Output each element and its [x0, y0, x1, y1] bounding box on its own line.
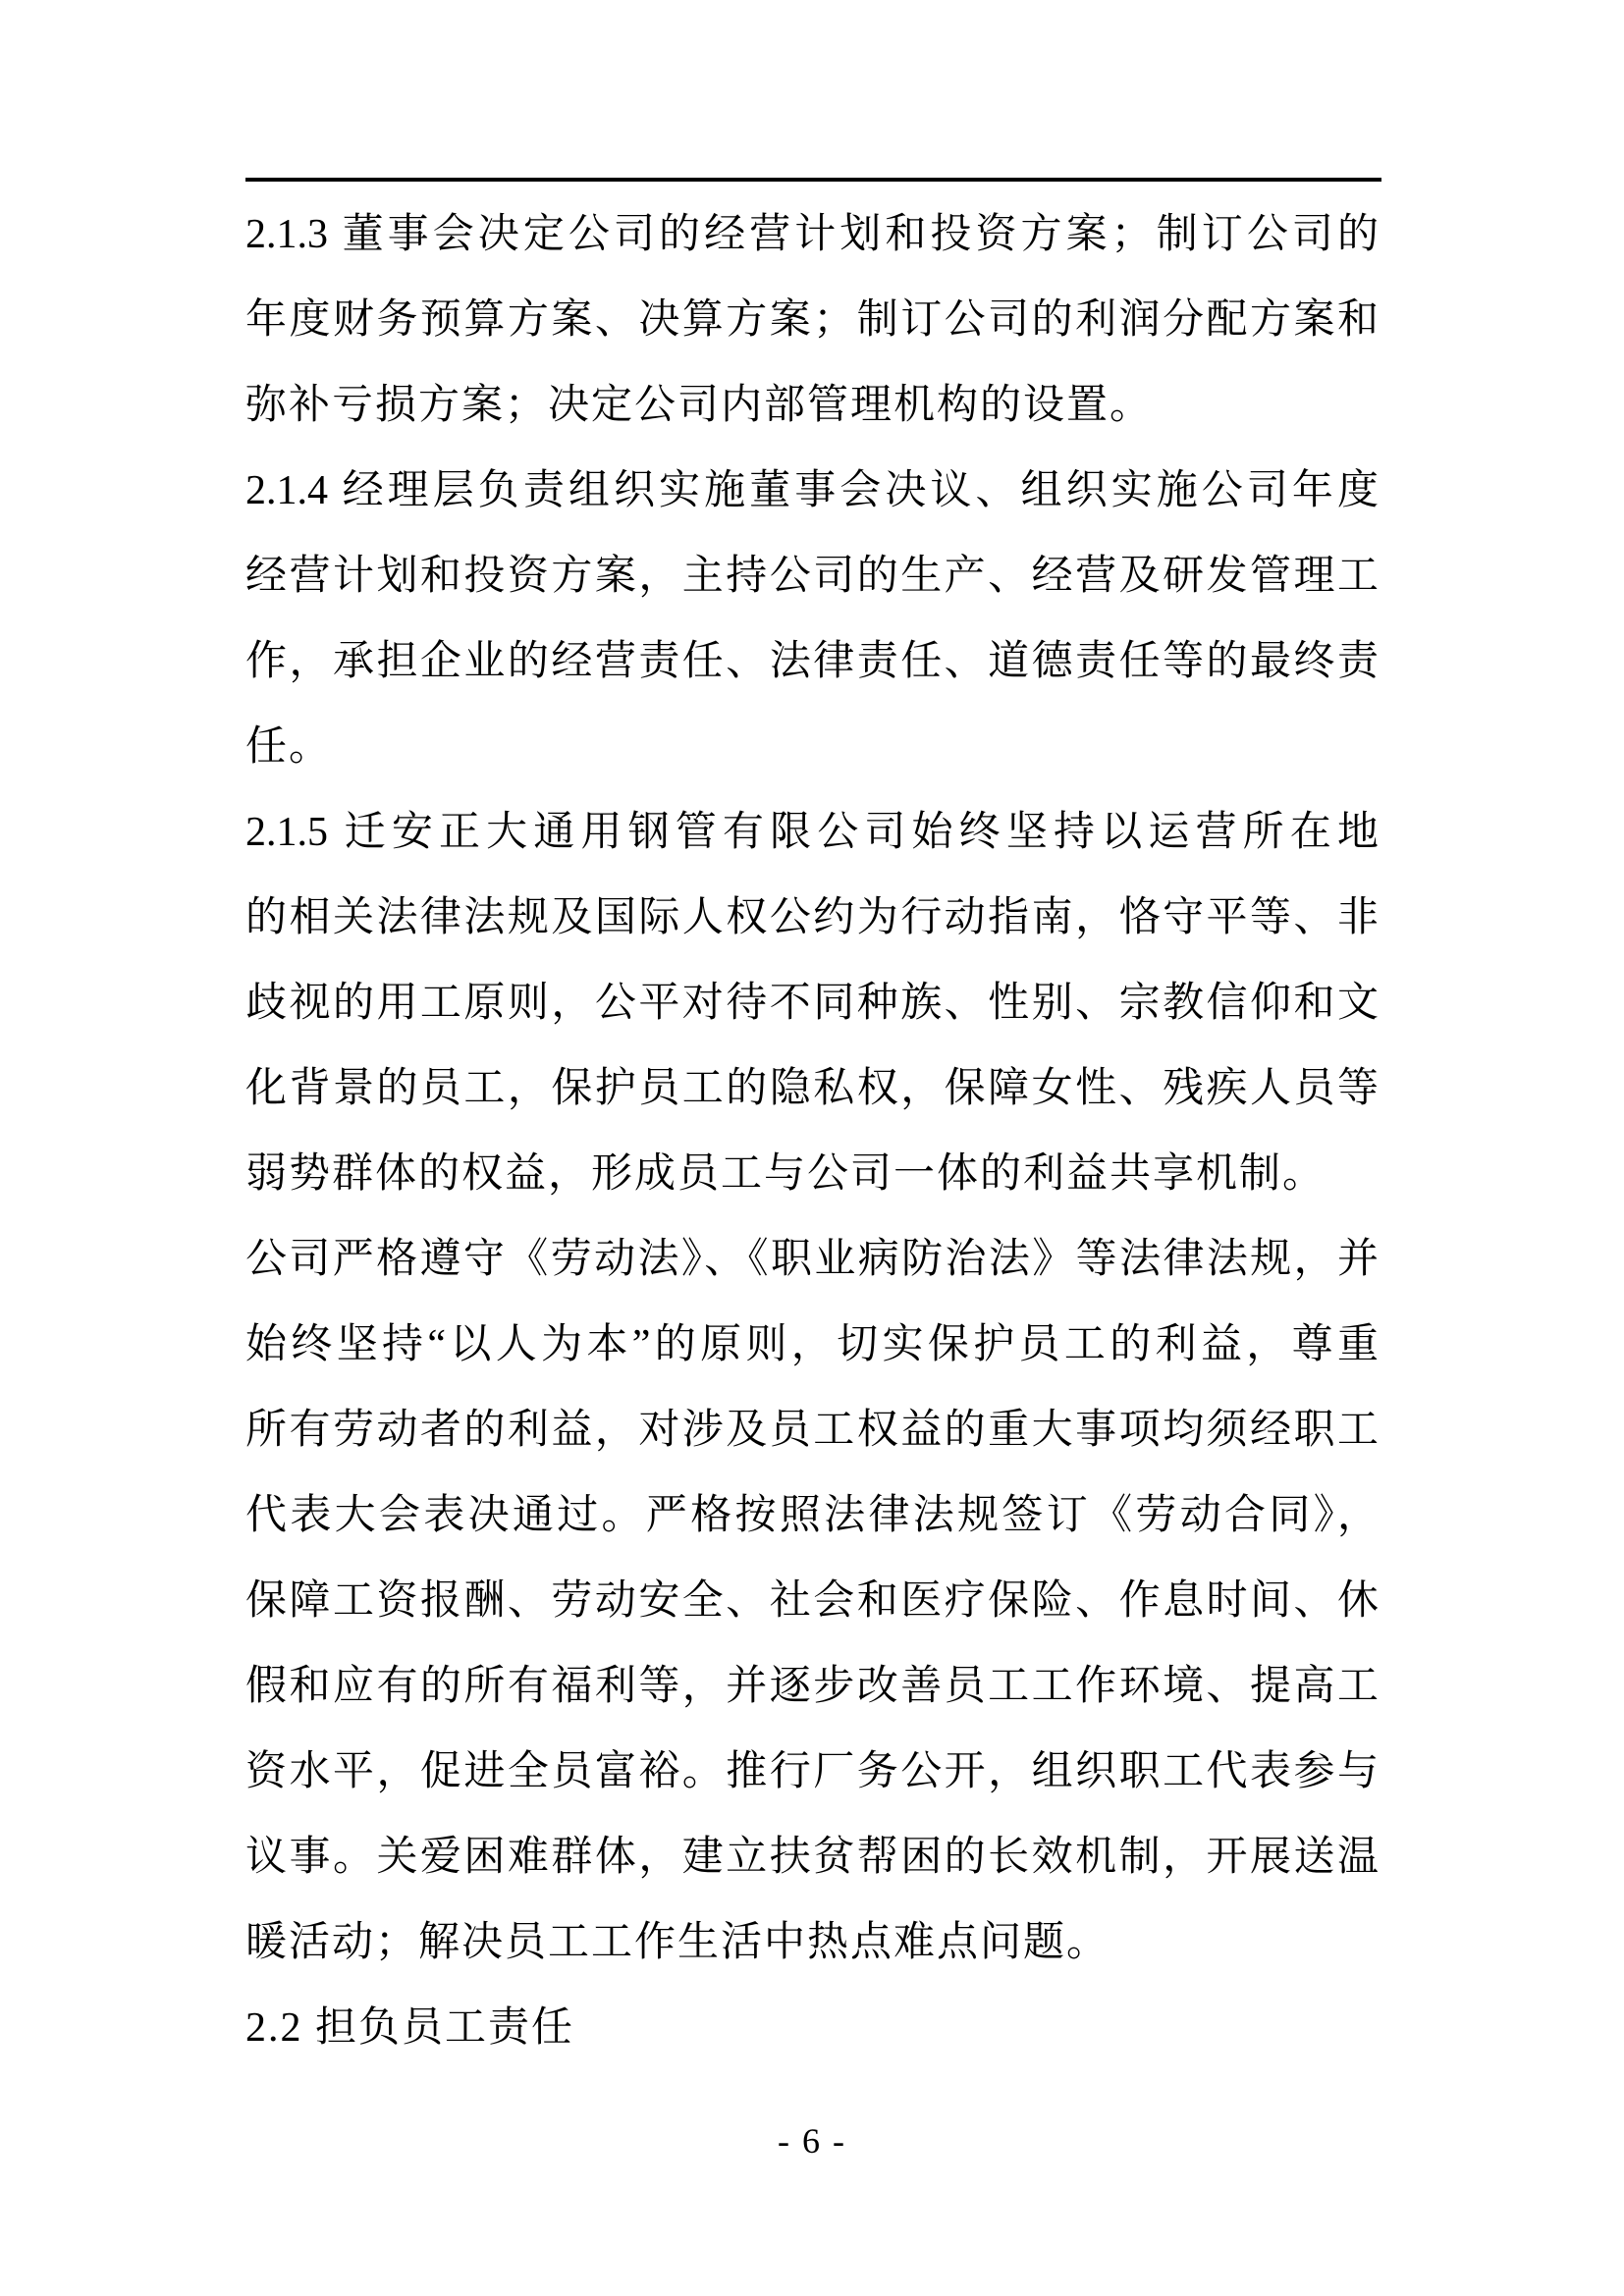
- text-line: 假和应有的所有福利等，并逐步改善员工工作环境、提高工: [245, 1664, 1379, 1709]
- text-line: 年度财务预算方案、决算方案；制订公司的利润分配方案和: [245, 297, 1379, 343]
- text-line: 化背景的员工，保护员工的隐私权，保障女性、残疾人员等: [245, 1066, 1379, 1111]
- text-line: 暖活动；解决员工工作生活中热点难点问题。: [245, 1920, 1110, 1965]
- text-line: 弥补亏损方案；决定公司内部管理机构的设置。: [245, 383, 1154, 428]
- text-line: 2.1.3 董事会决定公司的经营计划和投资方案；制订公司的: [245, 212, 1379, 257]
- page-number: - 6 -: [778, 2121, 846, 2161]
- text-line: 议事。关爱困难群体，建立扶贫帮困的长效机制，开展送温: [245, 1835, 1379, 1880]
- text-line: 作，承担企业的经营责任、法律责任、道德责任等的最终责: [245, 639, 1379, 684]
- text-line: 任。: [245, 724, 333, 770]
- paragraph-2-1-5: [245, 790, 1379, 1217]
- section-heading-2-2: [245, 1986, 1379, 2071]
- section-heading-text: 2.2 担负员工责任: [245, 2005, 575, 2051]
- text-line: 所有劳动者的利益，对涉及员工权益的重大事项均须经职工: [245, 1408, 1379, 1453]
- text-line: 歧视的用工原则，公平对待不同种族、性别、宗教信仰和文: [245, 981, 1379, 1026]
- paragraph-2-1-4: [245, 449, 1379, 790]
- text-line: 保障工资报酬、劳动安全、社会和医疗保险、作息时间、休: [245, 1578, 1379, 1624]
- text-line: 始终坚持“以人为本”的原则，切实保护员工的利益，尊重: [245, 1322, 1379, 1367]
- document-body: [245, 192, 1379, 2071]
- text-line: 资水平，促进全员富裕。推行厂务公开，组织职工代表参与: [245, 1749, 1379, 1794]
- text-line: 经营计划和投资方案，主持公司的生产、经营及研发管理工: [245, 554, 1379, 599]
- header-separator-line: [245, 178, 1381, 182]
- paragraph-labor-law: [245, 1217, 1379, 1986]
- text-line: 的相关法律法规及国际人权公约为行动指南，恪守平等、非: [245, 895, 1379, 940]
- text-line: 2.1.4 经理层负责组织实施董事会决议、组织实施公司年度: [245, 468, 1379, 513]
- text-line: 2.1.5 迁安正大通用钢管有限公司始终坚持以运营所在地: [245, 810, 1379, 855]
- text-line: 公司严格遵守《劳动法》、《职业病防治法》等法律法规，并: [245, 1237, 1379, 1282]
- text-line: 代表大会表决通过。严格按照法律法规签订《劳动合同》，: [245, 1493, 1379, 1538]
- paragraph-2-1-3: [245, 192, 1379, 449]
- text-line: 弱势群体的权益，形成员工与公司一体的利益共享机制。: [245, 1151, 1326, 1197]
- page-footer: [0, 2120, 1624, 2162]
